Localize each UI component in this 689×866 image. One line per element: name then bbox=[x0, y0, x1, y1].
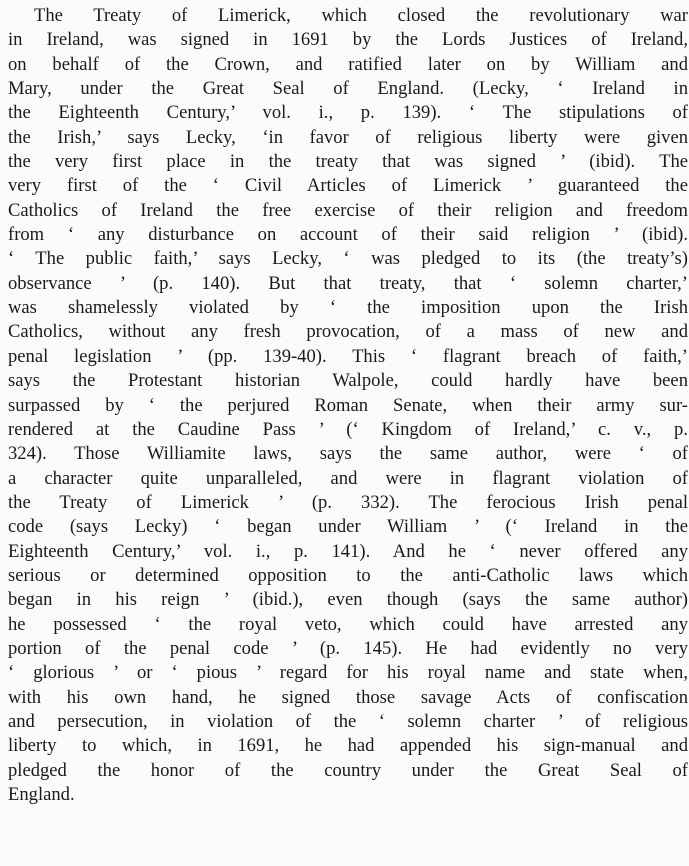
text-line: The Treaty of Limerick, which closed the revolutionary war bbox=[34, 5, 688, 26]
text-line: code (says Lecky) ‘ began under William ’ (‘ Ireland in the bbox=[8, 516, 688, 538]
body-paragraph bbox=[8, 4, 688, 807]
text-line: ‘ glorious ’ or ‘ pious ’ regard for his royal name and state when, bbox=[8, 662, 688, 684]
text-line: observance ’ (p. 140). But that treaty, that ‘ solemn charter,’ bbox=[8, 272, 688, 294]
text-line: portion of the penal code ’ (p. 145). He had evidently no very bbox=[8, 637, 688, 659]
text-line: Catholics of Ireland the free exercise of their religion and freedom bbox=[8, 199, 688, 221]
text-line: ‘ The public faith,’ says Lecky, ‘ was pledged to its (the treaty’s) bbox=[8, 248, 688, 270]
text-line: the Eighteenth Century,’ vol. i., p. 139). ‘ The stipulations of bbox=[8, 102, 688, 124]
text-line: penal legislation ’ (pp. 139-40). This ‘ flagrant breach of faith,’ bbox=[8, 345, 688, 367]
text-line: Catholics, without any fresh provocation, of a mass of new and bbox=[8, 321, 688, 343]
text-line: liberty to which, in 1691, he had appended his sign-manual and bbox=[8, 735, 688, 757]
text-line: pledged the honor of the country under the Great Seal of bbox=[8, 759, 688, 781]
text-line: serious or determined opposition to the anti-Catholic laws which bbox=[8, 564, 688, 586]
text-line: on behalf of the Crown, and ratified later on by William and bbox=[8, 53, 688, 75]
text-line: England. bbox=[8, 784, 75, 805]
text-line: the Treaty of Limerick ’ (p. 332). The ferocious Irish penal bbox=[8, 491, 688, 513]
text-line: was shamelessly violated by ‘ the imposition upon the Irish bbox=[8, 297, 688, 319]
text-line: began in his reign ’ (ibid.), even though (says the same author) bbox=[8, 589, 688, 611]
text-line: Eighteenth Century,’ vol. i., p. 141). And he ‘ never offered any bbox=[8, 540, 688, 562]
text-line: the Irish,’ says Lecky, ‘in favor of religious liberty were given bbox=[8, 126, 688, 148]
text-line: he possessed ‘ the royal veto, which could have arrested any bbox=[8, 613, 688, 635]
text-line: and persecution, in violation of the ‘ solemn charter ’ of religious bbox=[8, 710, 688, 732]
text-line: with his own hand, he signed those savage Acts of confiscation bbox=[8, 686, 688, 708]
text-line: very first of the ‘ Civil Articles of Limerick ’ guaranteed the bbox=[8, 175, 688, 197]
text-line: in Ireland, was signed in 1691 by the Lords Justices of Ireland, bbox=[8, 29, 688, 51]
text-line: a character quite unparalleled, and were in flagrant violation of bbox=[8, 467, 688, 489]
text-line: 324). Those Williamite laws, says the same author, were ‘ of bbox=[8, 443, 688, 465]
text-line: rendered at the Caudine Pass ’ (‘ Kingdom of Ireland,’ c. v., p. bbox=[8, 418, 688, 440]
text-line: the very first place in the treaty that was signed ’ (ibid). The bbox=[8, 151, 688, 173]
text-line: surpassed by ‘ the perjured Roman Senate, when their army sur- bbox=[8, 394, 688, 416]
text-line: Mary, under the Great Seal of England. (Lecky, ‘ Ireland in bbox=[8, 78, 688, 100]
text-line: says the Protestant historian Walpole, could hardly have been bbox=[8, 370, 688, 392]
text-line: from ‘ any disturbance on account of their said religion ’ (ibid). bbox=[8, 224, 688, 246]
